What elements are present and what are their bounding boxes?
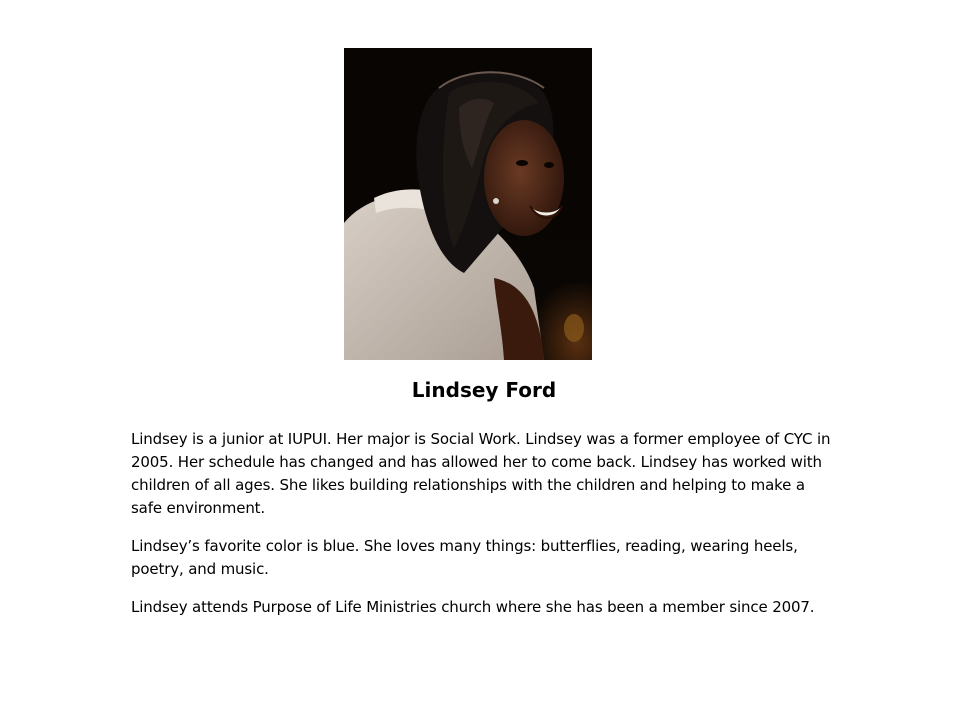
bio-paragraph-education: Lindsey is a junior at IUPUI. Her major is Social Work. Lindsey was a former employee of CYC in 2005. Her schedule has changed and has allowed her to come back. Lindsey has worked with children of all ages. She likes building relationships with the children and helping to make a safe environment. xyxy=(131,430,831,517)
profile-name: Lindsey Ford xyxy=(411,378,557,402)
bio-paragraph-favorites: Lindsey’s favorite color is blue. She loves many things: butterflies, reading, wearing heels, poetry, and music. xyxy=(131,537,798,578)
portrait-photo-icon xyxy=(344,48,592,360)
bio-paragraph-church: Lindsey attends Purpose of Life Ministries church where she has been a member since 2007. xyxy=(131,598,815,616)
profile-photo xyxy=(344,48,592,360)
profile-bio xyxy=(131,428,851,634)
